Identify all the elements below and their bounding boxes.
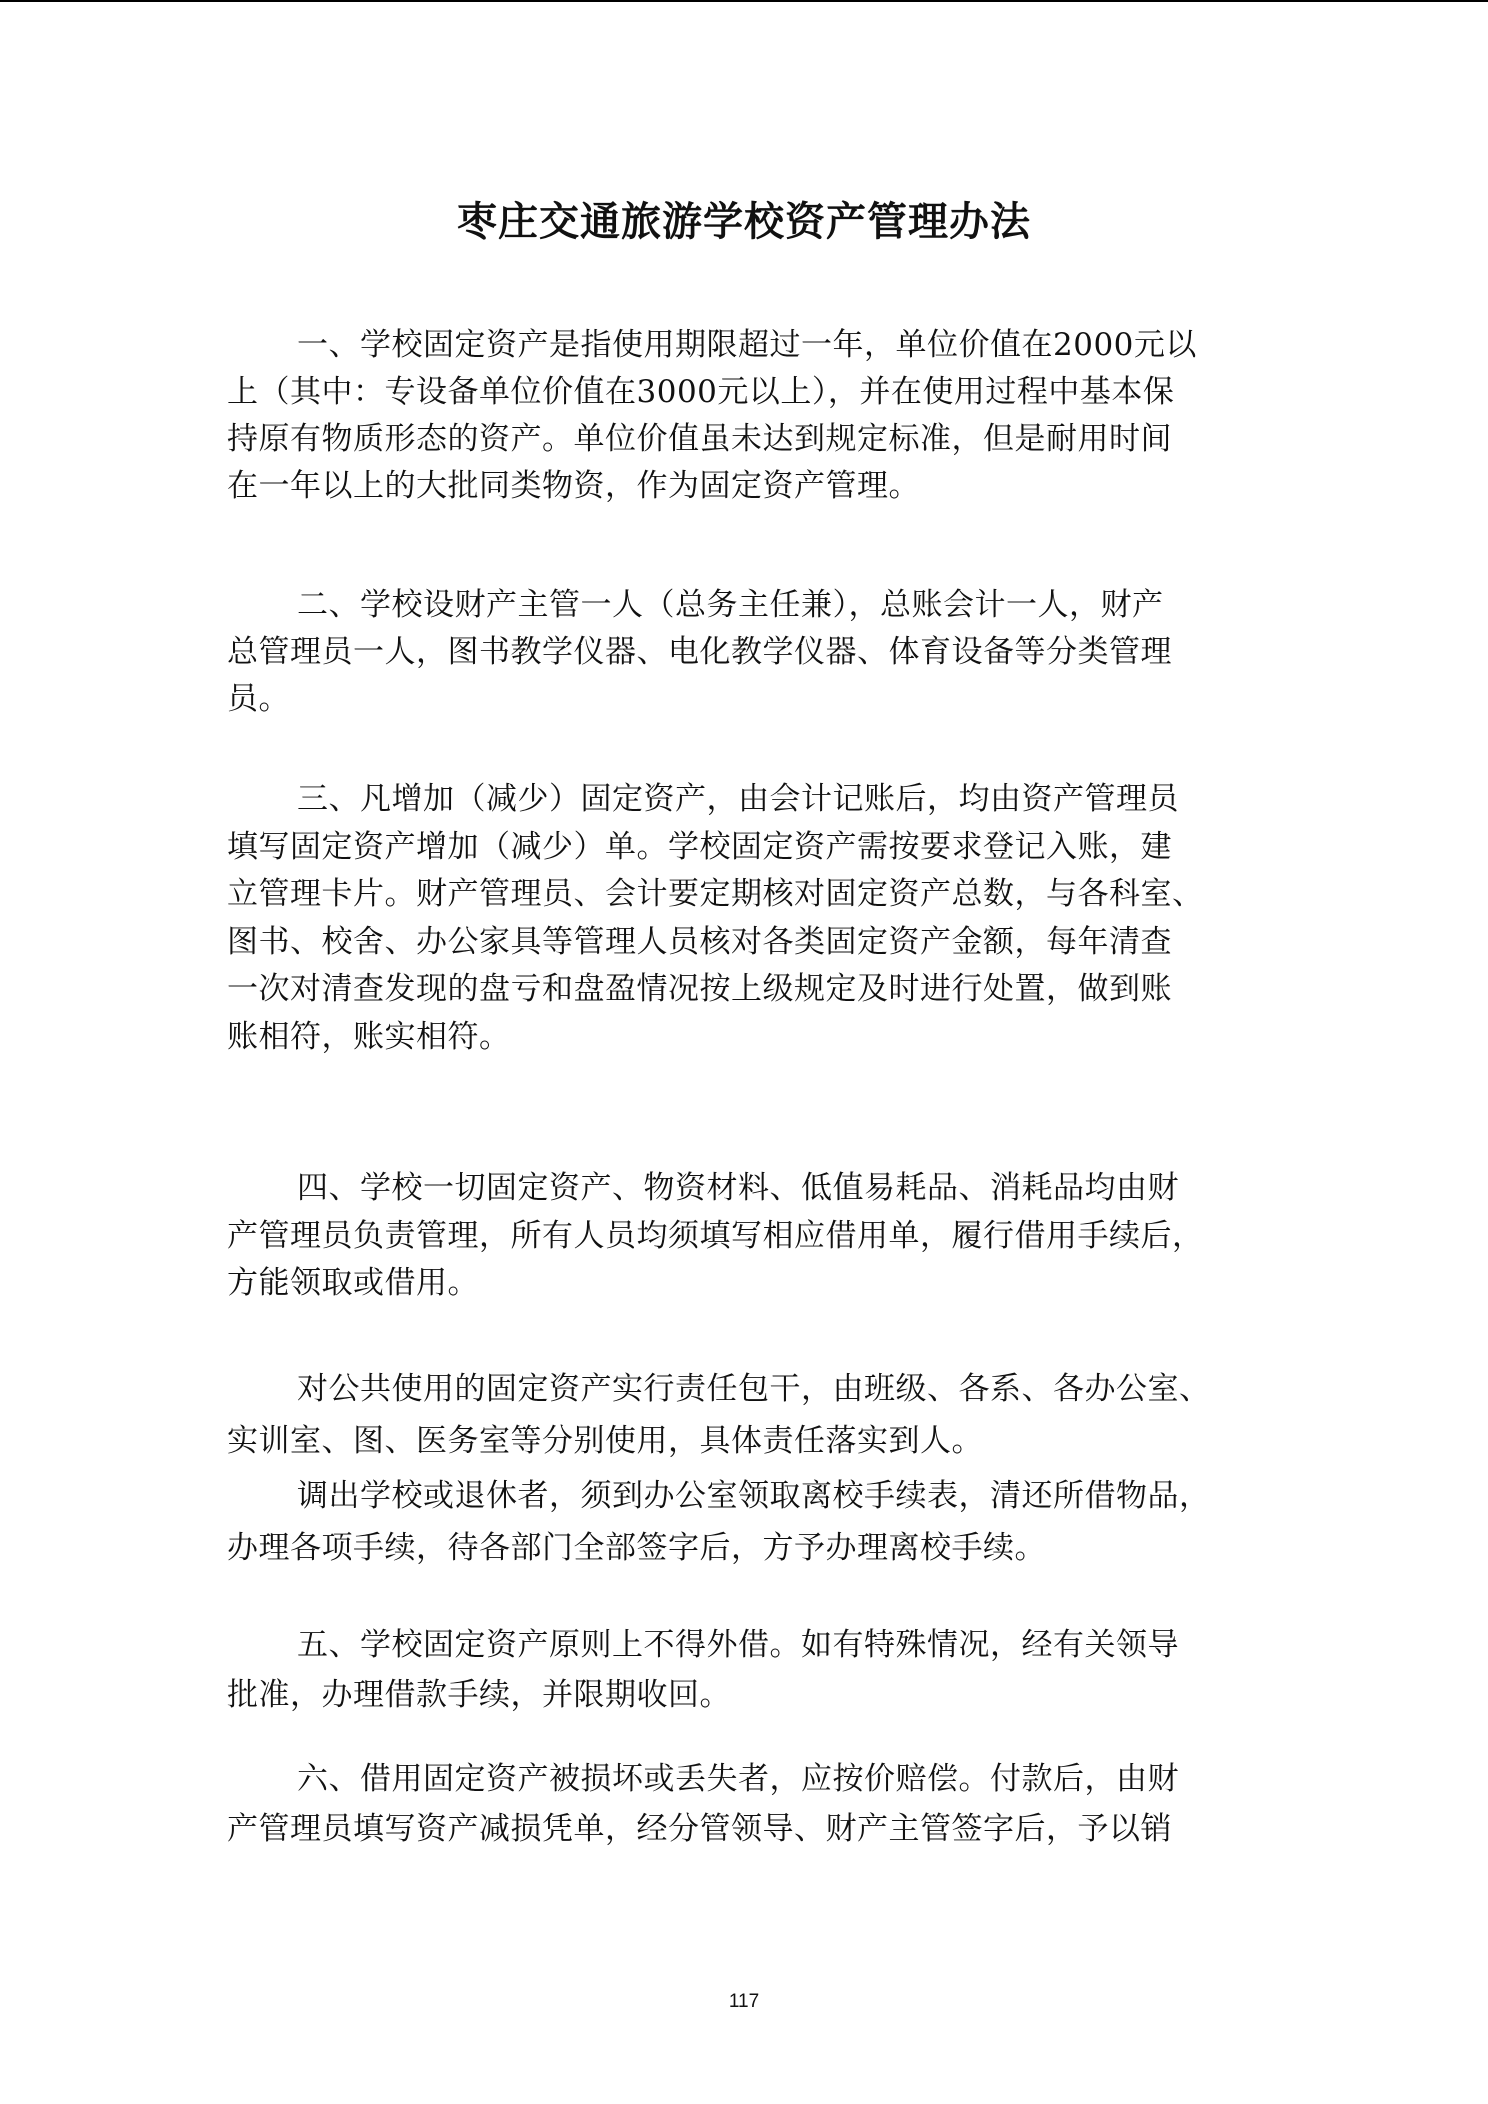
paragraph-line: 产管理员负责管理，所有人员均须填写相应借用单，履行借用手续后， xyxy=(227,1217,1204,1254)
paragraph-line: 对公共使用的固定资产实行责任包干，由班级、各系、各办公室、 xyxy=(297,1371,1211,1407)
paragraph-line: 填写固定资产增加（减少）单。学校固定资产需按要求登记入账，建 xyxy=(227,828,1172,865)
paragraph-line: 二、学校设财产主管一人（总务主任兼），总账会计一人，财产 xyxy=(297,587,1164,623)
paragraph-line: 账相符，账实相符。 xyxy=(227,1018,511,1055)
paragraph-3 xyxy=(227,776,1263,1061)
paragraph-line: 总管理员一人，图书教学仪器、电化教学仪器、体育设备等分类管理 xyxy=(227,634,1172,670)
paragraph-line: 五、学校固定资产原则上不得外借。如有特殊情况，经有关领导 xyxy=(297,1627,1179,1663)
paragraph-line: 六、借用固定资产被损坏或丢失者，应按价赔偿。付款后，由财 xyxy=(297,1761,1179,1797)
paragraph-line: 一、学校固定资产是指使用期限超过一年，单位价值在2000元以 xyxy=(297,327,1197,363)
paragraph-line: 一次对清查发现的盘亏和盘盈情况按上级规定及时进行处置，做到账 xyxy=(227,971,1172,1007)
page-top-border xyxy=(0,0,1488,2)
paragraph-6 xyxy=(227,1470,1263,1574)
page-number: 117 xyxy=(728,1991,760,2012)
paragraph-line: 办理各项手续，待各部门全部签字后，方予办理离校手续。 xyxy=(227,1530,1046,1566)
paragraph-line: 调出学校或退休者，须到办公室领取离校手续表，清还所借物品， xyxy=(297,1478,1211,1514)
paragraph-line: 实训室、图、医务室等分别使用，具体责任落实到人。 xyxy=(227,1423,983,1459)
paragraph-line: 立管理卡片。财产管理员、会计要定期核对固定资产总数，与各科室、 xyxy=(227,876,1204,912)
paragraph-1 xyxy=(227,322,1263,510)
paragraph-line: 四、学校一切固定资产、物资材料、低值易耗品、消耗品均由财 xyxy=(297,1170,1179,1206)
paragraph-8 xyxy=(227,1754,1263,1854)
paragraph-4 xyxy=(227,1165,1263,1308)
paragraph-5 xyxy=(227,1363,1263,1467)
paragraph-line: 产管理员填写资产减损凭单，经分管领导、财产主管签字后，予以销 xyxy=(227,1811,1172,1847)
paragraph-7 xyxy=(227,1620,1263,1720)
paragraph-line: 三、凡增加（减少）固定资产，由会计记账后，均由资产管理员 xyxy=(297,781,1179,817)
paragraph-2 xyxy=(227,582,1263,723)
paragraph-line: 图书、校舍、办公家具等管理人员核对各类固定资产金额，每年清查 xyxy=(227,923,1172,960)
paragraph-line: 方能领取或借用。 xyxy=(227,1265,479,1301)
paragraph-line: 在一年以上的大批同类物资，作为固定资产管理。 xyxy=(227,468,920,504)
paragraph-line: 持原有物质形态的资产。单位价值虽未达到规定标准，但是耐用时间 xyxy=(227,421,1172,457)
paragraph-line: 上（其中：专设备单位价值在3000元以上），并在使用过程中基本保 xyxy=(227,374,1175,410)
paragraph-line: 批准，办理借款手续，并限期收回。 xyxy=(227,1677,731,1713)
document-title: 枣庄交通旅游学校资产管理办法 xyxy=(457,198,1031,245)
paragraph-line: 员。 xyxy=(227,681,290,717)
